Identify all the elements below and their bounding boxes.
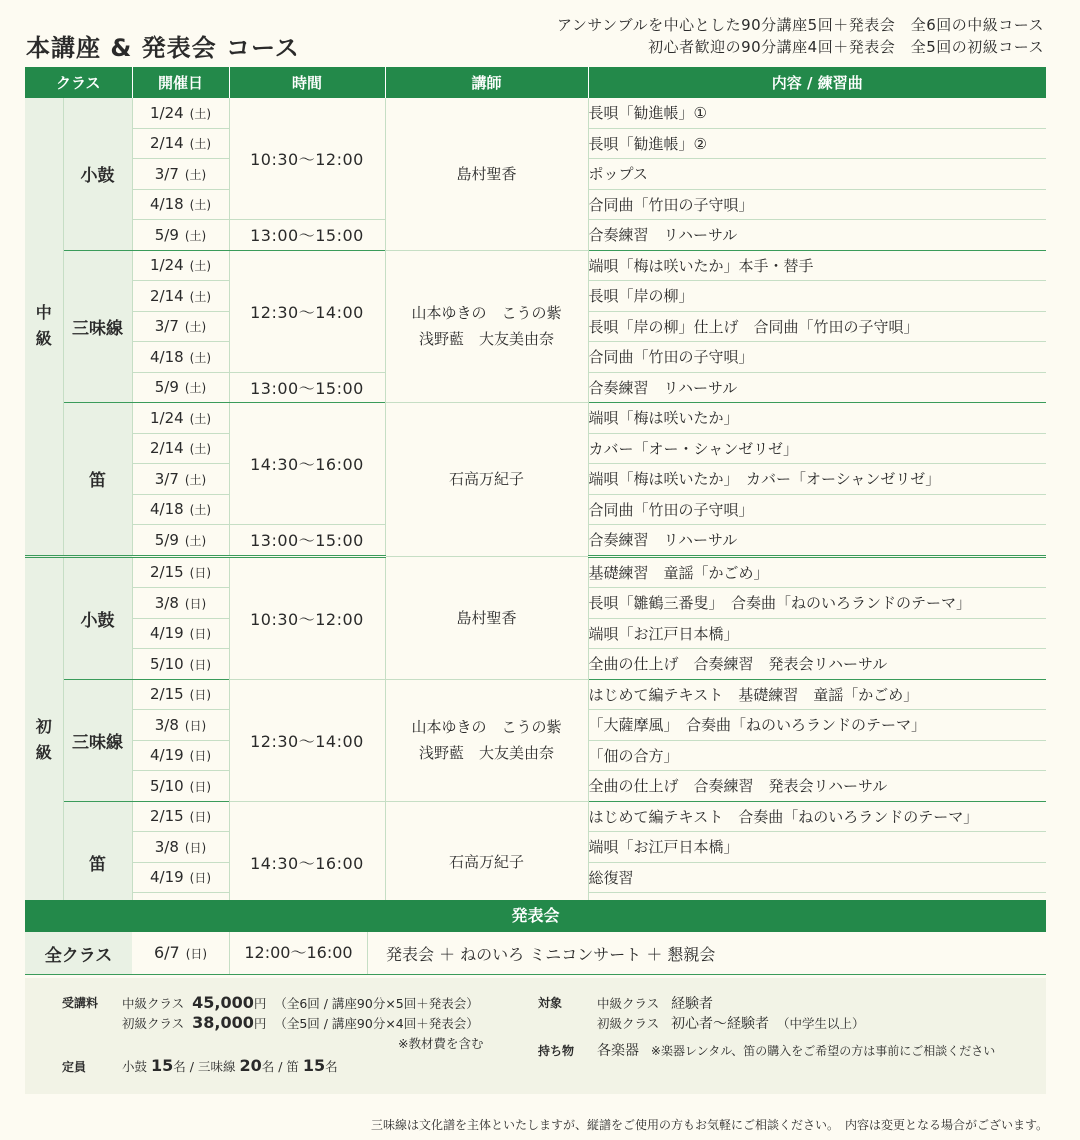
cap-fue: 笛 [286, 1059, 299, 1074]
cap-unit: 名 [173, 1059, 186, 1074]
session-content: 合同曲「竹田の子守唄」 [588, 189, 1046, 220]
target-beg: 初心者〜経験者 [671, 1016, 770, 1032]
session-date [132, 710, 229, 741]
session-time: 12:30〜14:00 [229, 250, 385, 372]
target-beg-note: （中学生以上） [777, 1016, 865, 1031]
weekday: (土) [184, 320, 207, 335]
session-content: 長唄「岸の柳」仕上げ 合同曲「竹田の子守唄」 [588, 311, 1046, 342]
teacher-line: 山本ゆきの こうの紫 [411, 304, 562, 323]
level-text: 中級 [35, 303, 52, 349]
weekday: (土) [189, 289, 212, 304]
teacher-names [385, 250, 588, 403]
level-label [25, 98, 63, 556]
weekday: (土) [189, 106, 212, 121]
weekday: (日) [189, 688, 212, 703]
recital-date-value: 6/7 [153, 943, 180, 962]
session-date [132, 588, 229, 619]
fee-intermediate [122, 993, 479, 1012]
weekday: (土) [184, 228, 207, 243]
target-beginner [597, 1013, 865, 1033]
cap-kotsuzumi-n: 15 [151, 1056, 174, 1075]
table-row [25, 679, 1046, 710]
date-value: 3/8 [154, 593, 179, 612]
cap-unit: 名 [325, 1059, 338, 1074]
header-date: 開催日 [132, 67, 229, 98]
teacher-line: 浅野藍 大友美由奈 [418, 330, 554, 349]
session-date [132, 494, 229, 525]
session-content: 「佃の合方」 [588, 740, 1046, 771]
level-text: 初級 [35, 717, 52, 763]
date-value: 1/24 [149, 408, 184, 427]
summary-line-beginner: 初心者歓迎の90分講座4回＋発表会 全5回の初級コース [648, 38, 1044, 56]
schedule-table [25, 67, 1046, 924]
session-time-rehearsal: 13:00〜15:00 [229, 525, 385, 557]
target-mid: 経験者 [671, 996, 714, 1012]
schedule-body [25, 98, 1046, 923]
session-time: 10:30〜12:00 [229, 556, 385, 679]
teacher-line: 山本ゆきの こうの紫 [411, 718, 562, 736]
session-time: 10:30〜12:00 [229, 98, 385, 220]
session-content: 基礎練習 童謡「かごめ」 [588, 556, 1046, 588]
teacher-names [385, 556, 588, 679]
date-value: 1/24 [149, 103, 184, 122]
session-date [132, 372, 229, 403]
teacher-names [385, 98, 588, 250]
session-time: 14:30〜16:00 [229, 403, 385, 525]
level-label [25, 556, 63, 923]
weekday: (土) [184, 472, 207, 487]
date-value: 2/15 [149, 563, 184, 582]
date-value: 5/9 [154, 225, 179, 244]
target-beg-class: 初級クラス [597, 1016, 660, 1031]
weekday: (土) [189, 442, 212, 457]
date-value: 4/18 [149, 195, 184, 214]
weekday: (日) [184, 718, 207, 733]
date-value: 3/7 [154, 317, 179, 336]
target-label: 対象 [538, 996, 563, 1010]
session-content: 総復習 [588, 862, 1046, 893]
bring-label: 持ち物 [538, 1044, 575, 1058]
session-date [132, 771, 229, 802]
session-content: 長唄「岸の柳」 [588, 281, 1046, 312]
material-note: ※教材費を含む [398, 1036, 484, 1051]
session-date [132, 679, 229, 710]
session-content: ポップス [588, 159, 1046, 190]
fee-beg-note: （全5回 / 講座90分×4回＋発表会） [274, 1016, 479, 1031]
fee-beginner [122, 1013, 479, 1032]
page-title: 本講座 & 発表会 コース [26, 34, 300, 62]
session-date [132, 464, 229, 495]
session-date [132, 250, 229, 281]
course-summary [557, 14, 1044, 58]
date-value: 3/8 [154, 837, 179, 856]
header-content: 内容 / 練習曲 [588, 67, 1046, 98]
cap-shamisen-n: 20 [239, 1056, 262, 1075]
date-value: 4/19 [149, 868, 184, 887]
teacher-names [385, 403, 588, 557]
weekday: (土) [184, 167, 207, 182]
recital-banner: 発表会 [25, 900, 1046, 932]
teacher-line: 石高万紀子 [448, 853, 524, 871]
date-value: 2/15 [149, 807, 184, 826]
weekday: (日) [189, 871, 212, 886]
session-date [132, 525, 229, 557]
session-content: 端唄「梅は咲いたか」 [588, 403, 1046, 434]
session-content: 端唄「お江戸日本橋」 [588, 618, 1046, 649]
date-value: 5/10 [149, 654, 184, 673]
session-date [132, 801, 229, 832]
table-row [25, 556, 1046, 588]
weekday: (日) [189, 566, 212, 581]
session-date [132, 159, 229, 190]
date-value: 4/19 [149, 746, 184, 765]
weekday: (土) [189, 350, 212, 365]
session-time: 12:30〜14:00 [229, 679, 385, 801]
instrument-label: 三味線 [63, 250, 132, 403]
weekday: (土) [189, 503, 212, 518]
session-content: はじめて編テキスト 基礎練習 童謡「かごめ」 [588, 679, 1046, 710]
session-content: 端唄「梅は咲いたか」本手・替手 [588, 250, 1046, 281]
date-value: 3/7 [154, 469, 179, 488]
session-date [132, 618, 229, 649]
session-date [132, 128, 229, 159]
cap-unit: 名 [261, 1059, 275, 1074]
table-row [25, 801, 1046, 832]
summary-line-intermediate: アンサンブルを中心とした90分講座5回＋発表会 全6回の中級コース [557, 16, 1044, 34]
date-value: 2/15 [149, 685, 184, 704]
yen-unit: 円 [253, 1016, 267, 1031]
table-header [25, 67, 1046, 98]
table-row [25, 98, 1046, 128]
teacher-line: 浅野藍 大友美由奈 [418, 744, 554, 762]
session-content: 全曲の仕上げ 合奏練習 発表会リハーサル [588, 771, 1046, 802]
recital-row [25, 932, 1046, 975]
header-teacher: 講師 [385, 67, 588, 98]
session-date [132, 311, 229, 342]
session-date [132, 556, 229, 588]
table-row [25, 403, 1046, 434]
weekday: (日) [189, 779, 212, 794]
session-content: 合奏練習 リハーサル [588, 372, 1046, 403]
teacher-names [385, 679, 588, 801]
header-class: クラス [25, 67, 132, 98]
session-content: はじめて編テキスト 合奏曲「ねのいろランドのテーマ」 [588, 801, 1046, 832]
recital-time: 12:00〜16:00 [230, 932, 368, 974]
session-content: 端唄「梅は咲いたか」 カバー「オーシャンゼリゼ」 [588, 464, 1046, 495]
weekday: (日) [184, 596, 207, 611]
date-value: 3/8 [154, 715, 179, 734]
instrument-label: 三味線 [63, 679, 132, 801]
weekday: (土) [189, 137, 212, 152]
weekday: (土) [184, 381, 207, 396]
teacher-line: 島村聖香 [456, 608, 517, 627]
session-content: 端唄「お江戸日本橋」 [588, 832, 1046, 863]
capacity-label: 定員 [62, 1060, 87, 1074]
instrument-label: 笛 [63, 403, 132, 557]
target-mid-class: 中級クラス [597, 996, 660, 1011]
capacity-values: 小鼓 15名 / 三味線 20名 / 笛 15名 [122, 1056, 338, 1075]
teacher-line: 島村聖香 [456, 164, 517, 183]
weekday: (土) [189, 259, 212, 274]
date-value: 5/9 [154, 530, 179, 549]
session-date [132, 403, 229, 434]
date-value: 2/14 [149, 134, 184, 153]
fee-mid-note: （全6回 / 講座90分×5回＋発表会） [274, 996, 479, 1011]
info-panel [25, 978, 1046, 1094]
session-date [132, 189, 229, 220]
session-date [132, 342, 229, 373]
date-value: 4/18 [149, 347, 184, 366]
yen-unit: 円 [253, 996, 267, 1011]
session-content: 合奏練習 リハーサル [588, 525, 1046, 557]
cap-shamisen: 三味線 [197, 1059, 236, 1074]
session-content: 合奏練習 リハーサル [588, 220, 1046, 251]
session-content: 長唄「雛鶴三番叟」 合奏曲「ねのいろランドのテーマ」 [588, 588, 1046, 619]
weekday: (日) [189, 749, 212, 764]
recital-content: 発表会 ＋ ねのいろ ミニコンサート ＋ 懇親会 [386, 944, 716, 964]
date-value: 1/24 [149, 256, 184, 275]
weekday: (土) [189, 411, 212, 426]
fee-beg-amount: 38,000 [192, 1013, 254, 1032]
session-content: 全曲の仕上げ 合奏練習 発表会リハーサル [588, 649, 1046, 680]
weekday: (日) [184, 840, 207, 855]
session-content: 「大薩摩風」 合奏曲「ねのいろランドのテーマ」 [588, 710, 1046, 741]
instrument-label: 小鼓 [63, 556, 132, 679]
session-date [132, 98, 229, 128]
table-row [25, 250, 1046, 281]
session-content: 長唄「勧進帳」② [588, 128, 1046, 159]
fee-mid-amount: 45,000 [192, 993, 254, 1012]
instrument-label: 小鼓 [63, 98, 132, 250]
session-date [132, 862, 229, 893]
fee-mid-class: 中級クラス [122, 996, 185, 1011]
bring-items [597, 1040, 995, 1060]
weekday: (土) [184, 533, 207, 548]
footer-note: 三味線は文化譜を主体といたしますが、縦譜をご使用の方もお気軽にご相談ください。 内容は変更となる場合がございます。 [370, 1118, 1048, 1132]
recital-date [132, 932, 230, 974]
recital-weekday: (日) [185, 947, 208, 961]
date-value: 4/18 [149, 500, 184, 519]
fee-beg-class: 初級クラス [122, 1016, 185, 1031]
bring-note: ※楽器レンタル、笛の購入をご希望の方は事前にご相談ください [650, 1044, 996, 1058]
date-value: 2/14 [149, 439, 184, 458]
instrument-label: 笛 [63, 801, 132, 923]
fee-label: 受講料 [62, 996, 99, 1010]
session-time-rehearsal: 13:00〜15:00 [229, 372, 385, 403]
session-content: 長唄「勧進帳」① [588, 98, 1046, 128]
session-content: 合同曲「竹田の子守唄」 [588, 494, 1046, 525]
weekday: (日) [189, 657, 212, 672]
weekday: (日) [189, 627, 212, 642]
session-date [132, 832, 229, 863]
cap-fue-n: 15 [302, 1056, 326, 1075]
cap-kotsuzumi: 小鼓 [122, 1059, 148, 1074]
target-intermediate [597, 993, 713, 1013]
recital-class: 全クラス [25, 932, 132, 974]
date-value: 2/14 [149, 286, 184, 305]
date-value: 3/7 [154, 164, 179, 183]
weekday: (土) [189, 198, 212, 213]
session-content: 合同曲「竹田の子守唄」 [588, 342, 1046, 373]
session-date [132, 433, 229, 464]
session-date [132, 649, 229, 680]
bring-value: 各楽器 [597, 1043, 639, 1059]
date-value: 5/9 [154, 378, 179, 397]
date-value: 5/10 [149, 776, 184, 795]
weekday: (日) [189, 810, 212, 825]
teacher-line: 石高万紀子 [448, 470, 524, 489]
session-time-rehearsal: 13:00〜15:00 [229, 220, 385, 251]
session-time: 14:30〜16:00 [229, 801, 385, 923]
header-time: 時間 [229, 67, 385, 98]
session-date [132, 281, 229, 312]
session-date [132, 740, 229, 771]
date-value: 4/19 [149, 624, 184, 643]
session-date [132, 220, 229, 251]
session-content: カバー「オー・シャンゼリゼ」 [588, 433, 1046, 464]
